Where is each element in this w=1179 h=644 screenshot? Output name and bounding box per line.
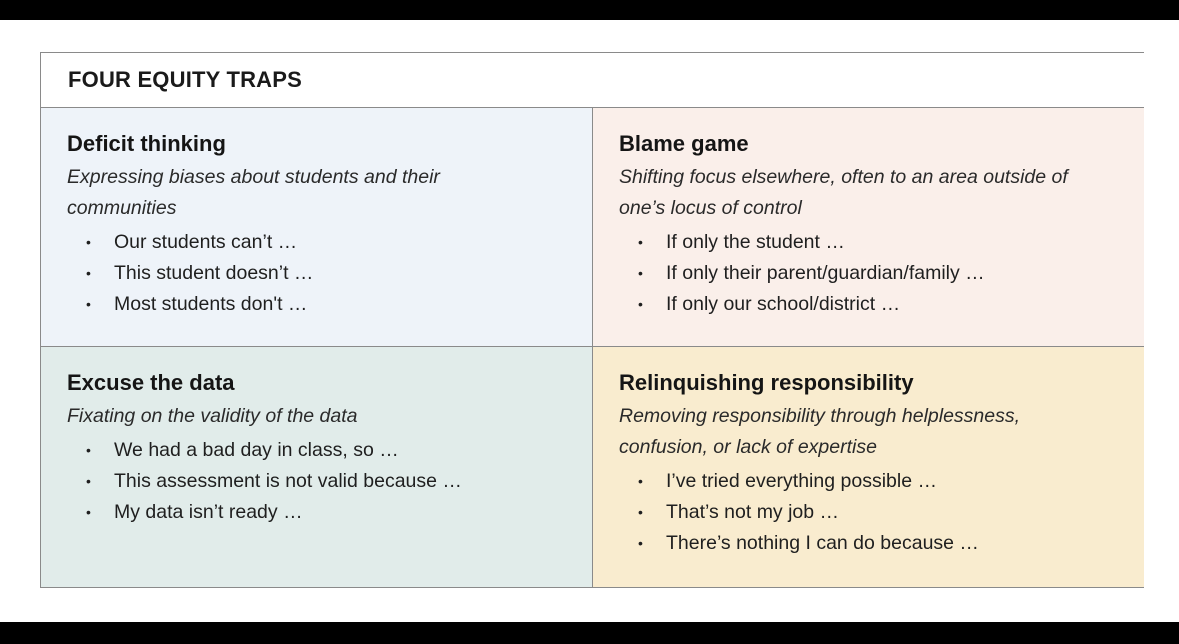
- bullet-icon: •: [638, 535, 643, 551]
- list-item: • This student doesn’t …: [67, 258, 572, 289]
- table-header: [41, 53, 1144, 108]
- trap-cell-deficit-thinking: [41, 108, 593, 347]
- list-item: • There’s nothing I can do because …: [619, 528, 1124, 559]
- bullet-icon: •: [86, 442, 91, 458]
- bottom-black-bar: [0, 622, 1179, 644]
- table-title: FOUR EQUITY TRAPS: [68, 67, 303, 92]
- trap-cell-relinquishing-responsibility: [593, 347, 1144, 587]
- trap-examples-list: [67, 435, 572, 528]
- trap-description: Shifting focus elsewhere, often to an area outside of one’s locus of control: [619, 166, 1068, 219]
- list-item: • If only our school/district …: [619, 289, 1124, 320]
- trap-title: Excuse the data: [67, 370, 235, 395]
- bullet-icon: •: [638, 296, 643, 312]
- bullet-icon: •: [638, 504, 643, 520]
- bullet-icon: •: [638, 473, 643, 489]
- list-item: • My data isn’t ready …: [67, 497, 572, 528]
- trap-title: Deficit thinking: [67, 131, 226, 156]
- bullet-icon: •: [86, 504, 91, 520]
- trap-cell-blame-game: [593, 108, 1144, 347]
- bullet-icon: •: [638, 234, 643, 250]
- trap-title: Blame game: [619, 131, 749, 156]
- bullet-icon: •: [86, 296, 91, 312]
- bullet-icon: •: [638, 265, 643, 281]
- equity-traps-table: [40, 52, 1144, 588]
- list-item: • If only the student …: [619, 227, 1124, 258]
- list-item: • That’s not my job …: [619, 497, 1124, 528]
- trap-cell-excuse-the-data: [41, 347, 593, 587]
- trap-examples-list: [619, 227, 1124, 320]
- list-item: • Our students can’t …: [67, 227, 572, 258]
- trap-description: Expressing biases about students and their communities: [67, 166, 440, 219]
- list-item: • This assessment is not valid because …: [67, 466, 572, 497]
- trap-description: Fixating on the validity of the data: [67, 405, 358, 427]
- bullet-icon: •: [86, 265, 91, 281]
- bullet-icon: •: [86, 473, 91, 489]
- top-black-bar: [0, 0, 1179, 20]
- trap-description: Removing responsibility through helplessness, confusion, or lack of expertise: [619, 405, 1021, 458]
- trap-examples-list: [619, 466, 1124, 559]
- trap-examples-list: [67, 227, 572, 320]
- list-item: • If only their parent/guardian/family …: [619, 258, 1124, 289]
- bullet-icon: •: [86, 234, 91, 250]
- list-item: • I’ve tried everything possible …: [619, 466, 1124, 497]
- list-item: • Most students don't …: [67, 289, 572, 320]
- list-item: • We had a bad day in class, so …: [67, 435, 572, 466]
- trap-title: Relinquishing responsibility: [619, 370, 914, 395]
